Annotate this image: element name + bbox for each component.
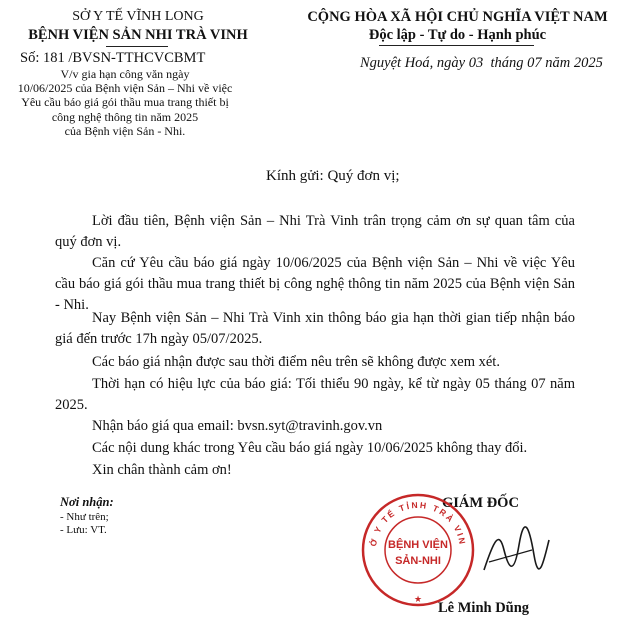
header-right: [290, 8, 625, 44]
subject-line: công nghệ thông tin năm 2025: [51, 109, 199, 124]
place-date: Nguyệt Hoá, ngày 03 tháng 07 năm 2025: [360, 55, 603, 71]
paragraph: Căn cứ Yêu cầu báo giá ngày 10/06/2025 của Bệnh viện Sản – Nhi về việc Yêu cầu báo giá gói thầu mua trang thiết bị công nghệ thông tin năm 2025 của Bệnh viện Sản - Nhi.: [55, 255, 575, 313]
signature-scribble: [474, 520, 554, 580]
paragraph: Lời đầu tiên, Bệnh viện Sản – Nhi Trà Vinh trân trọng cảm ơn sự quan tâm của quý đơn vị.: [55, 213, 575, 250]
subject-line: 10/06/2025 của Bệnh viện Sản – Nhi về việc: [17, 81, 233, 96]
stamp-arc-text: Ở Y TẾ TỈNH TRÀ VIN: [368, 499, 468, 548]
header-left-underline: [106, 46, 168, 47]
recipients-title: Nơi nhận:: [60, 495, 114, 509]
handwritten-signature: [474, 520, 554, 580]
official-stamp: [358, 490, 478, 610]
motto: Độc lập - Tự do - Hạnh phúc: [368, 27, 547, 43]
recipient-item: - Như trên;: [60, 511, 109, 523]
paragraph: Nhận báo giá qua email: bvsn.syt@travinh.gov.vn: [92, 418, 383, 434]
header-left: [18, 8, 258, 44]
hospital-name: BỆNH VIỆN SẢN NHI TRÀ VINH: [28, 27, 248, 43]
signer-position: GIÁM ĐỐC: [442, 495, 519, 511]
document-number: Số: 181 /BVSN-TTHCVCBMT: [20, 50, 206, 66]
stamp-center-line1: BỆNH VIỆN: [388, 539, 448, 551]
recipient-item: - Lưu: VT.: [60, 524, 107, 536]
subject-block: [0, 67, 250, 138]
subject-line: Yêu cầu báo giá gói thầu mua trang thiết bị: [21, 95, 229, 110]
country-name: CỘNG HÒA XÃ HỘI CHỦ NGHĨA VIỆT NAM: [307, 9, 608, 25]
agency-name: SỞ Y TẾ VĨNH LONG: [72, 9, 204, 24]
paragraph: Nay Bệnh viện Sản – Nhi Trà Vinh xin thông báo gia hạn thời gian tiếp nhận báo giá đến trước 17h ngày 05/07/2025.: [55, 310, 575, 347]
recipients-block: [60, 495, 114, 537]
stamp-center-line2: SẢN-NHI: [395, 555, 441, 567]
salutation: Kính gửi: Quý đơn vị;: [266, 168, 400, 184]
subject-line: V/v gia hạn công văn ngày: [60, 67, 190, 81]
stamp-svg: [358, 490, 478, 610]
paragraph: Các nội dung khác trong Yêu cầu báo giá ngày 10/06/2025 không thay đổi.: [92, 440, 528, 456]
motto-underline: [379, 45, 534, 46]
paragraph: Thời hạn có hiệu lực của báo giá: Tối thiểu 90 ngày, kể từ ngày 05 tháng 07 năm 2025.: [55, 376, 575, 413]
signer-name: Lê Minh Dũng: [438, 600, 530, 616]
subject-line: của Bệnh viện Sản - Nhi.: [64, 123, 186, 138]
stamp-star-icon: ★: [413, 594, 423, 604]
paragraph: Các báo giá nhận được sau thời điểm nêu trên sẽ không được xem xét.: [92, 354, 500, 370]
paragraph: Xin chân thành cảm ơn!: [92, 462, 232, 478]
